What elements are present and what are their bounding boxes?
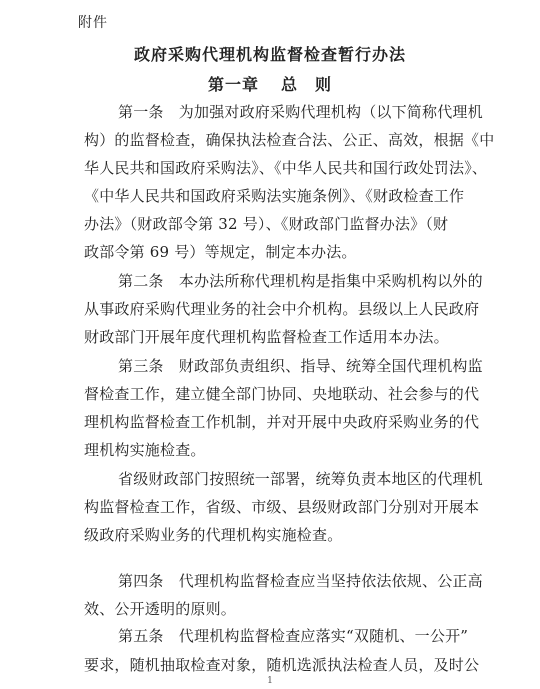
document-title: 政府采购代理机构监督检查暂行办法 — [133, 45, 406, 64]
body-line: 构监督检查工作，省级、市级、县级财政部门分别对开展本 — [84, 498, 480, 516]
body-line: 华人民共和国政府采购法》、《中华人民共和国行政处罚法》、 — [84, 159, 488, 177]
chapter-title: 总 则 — [281, 75, 333, 94]
body-line: 第三条 财政部负责组织、指导、统筹全国代理机构监 — [118, 357, 483, 375]
body-line: 督检查工作，建立健全部门协同、央地联动、社会参与的代 — [84, 385, 480, 403]
body-line: 第五条 代理机构监督检查应落实“双随机、一公开” — [118, 627, 469, 645]
body-line: 《中华人民共和国政府采购法实施条例》、《财政检查工作 — [84, 187, 465, 205]
body-line: 效、公开透明的原则。 — [84, 600, 237, 618]
body-line: 省级财政部门按照统一部署，统筹负责本地区的代理机 — [118, 470, 483, 488]
chapter-heading — [0, 72, 540, 95]
body-line: 第一条 为加强对政府采购代理机构（以下简称代理机 — [118, 103, 483, 121]
attachment-label: 附件 — [78, 15, 108, 31]
body-line: 财政部门开展年度代理机构监督检查工作适用本办法。 — [84, 328, 449, 346]
chapter-number: 第一章 — [207, 75, 259, 94]
body-line: 第四条 代理机构监督检查应当坚持依法依规、公正高 — [118, 572, 483, 590]
body-line: 级政府采购业务的代理机构实施检查。 — [84, 526, 343, 544]
body-line: 从事政府采购代理业务的社会中介机构。县级以上人民政府 — [84, 300, 480, 318]
body-line: 要求，随机抽取检查对象，随机选派执法检查人员，及时公 — [84, 656, 480, 674]
body-line: 办法》（财政部令第 32 号）、《财政部门监督办法》（财 — [84, 215, 449, 233]
body-line: 第二条 本办法所称代理机构是指集中采购机构以外的 — [118, 272, 483, 290]
body-line: 理机构实施检查。 — [84, 441, 206, 459]
body-line: 政部令第 69 号）等规定，制定本办法。 — [84, 243, 357, 261]
body-line: 理机构监督检查工作机制，并对开展中央政府采购业务的代 — [84, 413, 480, 431]
page-number: 1 — [267, 676, 273, 686]
body-line: 构）的监督检查，确保执法检查合法、公正、高效，根据《中 — [84, 131, 495, 149]
